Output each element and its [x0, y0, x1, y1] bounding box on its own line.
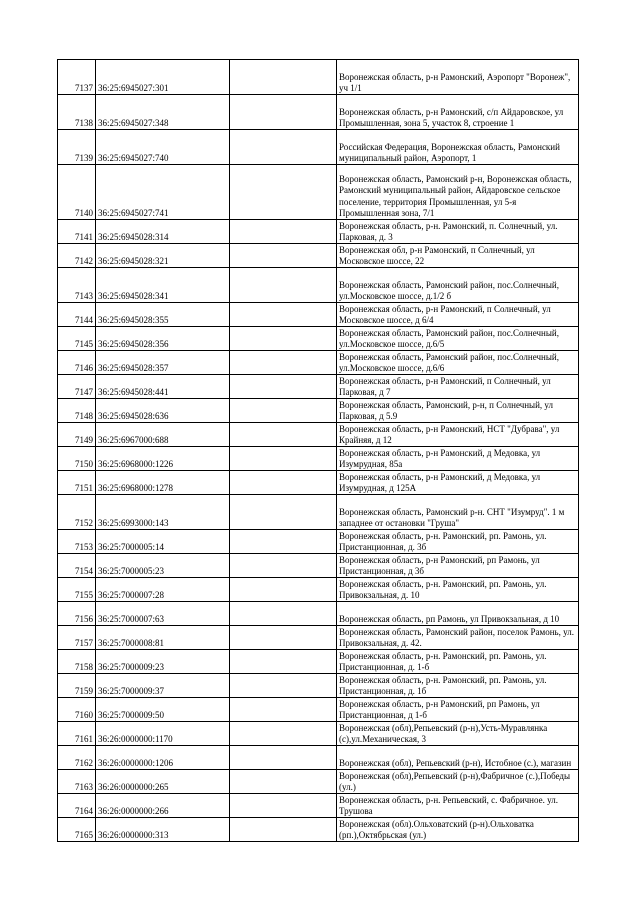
cadastral-number: 36:25:6945027:348: [96, 95, 230, 130]
empty-cell: [230, 794, 337, 818]
row-number: 7148: [58, 399, 96, 423]
cadastral-table: [57, 59, 579, 842]
cadastral-number: 36:25:6945028:321: [96, 244, 230, 268]
table-row: [58, 602, 579, 626]
table-row: [58, 554, 579, 578]
empty-cell: [230, 495, 337, 530]
empty-cell: [230, 95, 337, 130]
cadastral-number: 36:25:6968000:1226: [96, 447, 230, 471]
table-row: [58, 471, 579, 495]
table-row: [58, 220, 579, 244]
cadastral-number: 36:25:7000005:23: [96, 554, 230, 578]
empty-cell: [230, 303, 337, 327]
cadastral-number: 36:25:6945028:441: [96, 375, 230, 399]
cadastral-number: 36:25:6968000:1278: [96, 471, 230, 495]
address-cell: Российская Федерация, Воронежская область, Рамонский муниципальный район, Аэропорт, 1: [337, 130, 579, 165]
empty-cell: [230, 770, 337, 794]
row-number: 7163: [58, 770, 96, 794]
address-cell: Воронежская область, Рамонский район, поселок Рамонь, ул. Привокзальная, д. 42.: [337, 626, 579, 650]
empty-cell: [230, 698, 337, 722]
address-cell: Воронежская область, рп Рамонь, ул Привокзальная, д 10: [337, 602, 579, 626]
address-cell: Воронежская область, р-н Рамонский, Аэропорт "Воронеж", уч 1/1: [337, 60, 579, 95]
empty-cell: [230, 423, 337, 447]
empty-cell: [230, 327, 337, 351]
empty-cell: [230, 60, 337, 95]
table-row: [58, 327, 579, 351]
empty-cell: [230, 351, 337, 375]
cadastral-number: 36:25:6945028:314: [96, 220, 230, 244]
table-row: [58, 650, 579, 674]
empty-cell: [230, 530, 337, 554]
empty-cell: [230, 375, 337, 399]
cadastral-number: 36:25:6993000:143: [96, 495, 230, 530]
address-cell: Воронежская область, р-н Рамонский, НСТ "Дубрава", ул Крайняя, д 12: [337, 423, 579, 447]
address-cell: Воронежская область, Рамонский район, пос.Солнечный, ул.Московское шоссе, д.6/5: [337, 327, 579, 351]
cadastral-number: 36:26:0000000:265: [96, 770, 230, 794]
empty-cell: [230, 220, 337, 244]
table-row: [58, 770, 579, 794]
empty-cell: [230, 602, 337, 626]
cadastral-number: 36:25:7000009:23: [96, 650, 230, 674]
address-cell: Воронежская область, р-н. Рамонский, рп. Рамонь, ул. Пристанционная, д. 1б: [337, 674, 579, 698]
row-number: 7160: [58, 698, 96, 722]
address-cell: Воронежская область, р-н. Рамонский, рп. Рамонь, ул. Привокзальная, д. 10: [337, 578, 579, 602]
cadastral-number: 36:25:6945028:357: [96, 351, 230, 375]
row-number: 7143: [58, 268, 96, 303]
row-number: 7141: [58, 220, 96, 244]
address-cell: Воронежская (обл),Репьевский (р-н),Фабричное (с.),Победы (ул.): [337, 770, 579, 794]
row-number: 7150: [58, 447, 96, 471]
empty-cell: [230, 165, 337, 220]
empty-cell: [230, 399, 337, 423]
empty-cell: [230, 471, 337, 495]
address-cell: Воронежская область, Рамонский, р-н, п Солнечный, ул Парковая, д 5.9: [337, 399, 579, 423]
table-row: [58, 626, 579, 650]
row-number: 7149: [58, 423, 96, 447]
row-number: 7159: [58, 674, 96, 698]
address-cell: Воронежская область, Рамонский район, пос.Солнечный, ул.Московское шоссе, д.1/2 б: [337, 268, 579, 303]
empty-cell: [230, 818, 337, 842]
row-number: 7142: [58, 244, 96, 268]
row-number: 7139: [58, 130, 96, 165]
address-cell: Воронежская область, Рамонский р-н. СНТ "Изумруд". 1 м западнее от остановки "Груша": [337, 495, 579, 530]
empty-cell: [230, 722, 337, 746]
cadastral-number: 36:25:6945027:301: [96, 60, 230, 95]
row-number: 7154: [58, 554, 96, 578]
empty-cell: [230, 746, 337, 770]
empty-cell: [230, 244, 337, 268]
table-row: [58, 746, 579, 770]
empty-cell: [230, 447, 337, 471]
cadastral-number: 36:25:7000008:81: [96, 626, 230, 650]
empty-cell: [230, 578, 337, 602]
empty-cell: [230, 268, 337, 303]
cadastral-number: 36:25:6945028:356: [96, 327, 230, 351]
cadastral-number: 36:26:0000000:266: [96, 794, 230, 818]
row-number: 7164: [58, 794, 96, 818]
cadastral-number: 36:25:6945028:355: [96, 303, 230, 327]
row-number: 7151: [58, 471, 96, 495]
empty-cell: [230, 554, 337, 578]
row-number: 7155: [58, 578, 96, 602]
row-number: 7157: [58, 626, 96, 650]
address-cell: Воронежская обл, р-н Рамонский, п Солнечный, ул Московское шоссе, 22: [337, 244, 579, 268]
address-cell: Воронежская область, р-н Рамонский, д Медовка, ул Изумрудная, 85а: [337, 447, 579, 471]
address-cell: Воронежская область, р-н. Репьевский, с. Фабричное. ул. Трушова: [337, 794, 579, 818]
table-row: [58, 578, 579, 602]
address-cell: Воронежская область, р-н. Рамонский, рп. Рамонь, ул. Пристанционная, д. 1-б: [337, 650, 579, 674]
cadastral-number: 36:25:6945028:341: [96, 268, 230, 303]
table-row: [58, 95, 579, 130]
table-row: [58, 818, 579, 842]
table-row: [58, 244, 579, 268]
table-row: [58, 423, 579, 447]
table-row: [58, 165, 579, 220]
empty-cell: [230, 650, 337, 674]
cadastral-number: 36:26:0000000:313: [96, 818, 230, 842]
address-cell: Воронежская (обл), Репьевский (р-н), Истобное (с.), магазин: [337, 746, 579, 770]
address-cell: Воронежская область, р-н Рамонский, д Медовка, ул Изумрудная, д 125А: [337, 471, 579, 495]
row-number: 7137: [58, 60, 96, 95]
row-number: 7145: [58, 327, 96, 351]
cadastral-number: 36:25:6945028:636: [96, 399, 230, 423]
address-cell: Воронежская (обл).Ольховатский (р-н).Ольховатка (рп.),Октябрьская (ул.): [337, 818, 579, 842]
empty-cell: [230, 130, 337, 165]
row-number: 7153: [58, 530, 96, 554]
table-row: [58, 794, 579, 818]
table-body: [58, 60, 579, 842]
row-number: 7161: [58, 722, 96, 746]
table-row: [58, 130, 579, 165]
address-cell: Воронежская область, р-н Рамонский, с/п Айдаровское, ул Промышленная, зона 5, участок 8, строение 1: [337, 95, 579, 130]
row-number: 7152: [58, 495, 96, 530]
row-number: 7158: [58, 650, 96, 674]
address-cell: Воронежская область, Рамонский район, пос.Солнечный, ул.Московское шоссе, д.6/6: [337, 351, 579, 375]
row-number: 7165: [58, 818, 96, 842]
address-cell: Воронежская область, р-н. Рамонский, п. Солнечный, ул. Парковая, д. 3: [337, 220, 579, 244]
cadastral-number: 36:26:0000000:1206: [96, 746, 230, 770]
table-row: [58, 351, 579, 375]
cadastral-number: 36:25:6945027:741: [96, 165, 230, 220]
table-row: [58, 530, 579, 554]
table-row: [58, 447, 579, 471]
table-row: [58, 303, 579, 327]
address-cell: Воронежская область, р-н. Рамонский, рп. Рамонь, ул. Пристанционная, д. 3б: [337, 530, 579, 554]
address-cell: Воронежская (обл),Репьевский (р-н),Усть-Муравлянка (с),ул.Механическая, 3: [337, 722, 579, 746]
cadastral-number: 36:26:0000000:1170: [96, 722, 230, 746]
table-row: [58, 674, 579, 698]
cadastral-number: 36:25:7000009:50: [96, 698, 230, 722]
cadastral-number: 36:25:7000007:63: [96, 602, 230, 626]
cadastral-number: 36:25:6967000:688: [96, 423, 230, 447]
row-number: 7144: [58, 303, 96, 327]
table-row: [58, 495, 579, 530]
cadastral-number: 36:25:7000009:37: [96, 674, 230, 698]
table-row: [58, 399, 579, 423]
row-number: 7147: [58, 375, 96, 399]
cadastral-number: 36:25:7000005:14: [96, 530, 230, 554]
row-number: 7140: [58, 165, 96, 220]
table-row: [58, 722, 579, 746]
empty-cell: [230, 674, 337, 698]
table-row: [58, 375, 579, 399]
address-cell: Воронежская область, р-н Рамонский, п Солнечный, ул Московское шоссе, д 6/4: [337, 303, 579, 327]
cadastral-number: 36:25:7000007:28: [96, 578, 230, 602]
table-row: [58, 698, 579, 722]
row-number: 7162: [58, 746, 96, 770]
address-cell: Воронежская область, р-н Рамонский, рп Рамонь, ул Пристанционная, д 1-б: [337, 698, 579, 722]
row-number: 7146: [58, 351, 96, 375]
address-cell: Воронежская область, Рамонский р-н, Воронежская область, Рамонский муниципальный район, Айдаровское сельское поселение, территория Промышленная, ул 5-я Промышленная зона, 7/1: [337, 165, 579, 220]
row-number: 7138: [58, 95, 96, 130]
cadastral-number: 36:25:6945027:740: [96, 130, 230, 165]
empty-cell: [230, 626, 337, 650]
address-cell: Воронежская область, р-н Рамонский, п Солнечный, ул Парковая, д 7: [337, 375, 579, 399]
table-row: [58, 60, 579, 95]
table-row: [58, 268, 579, 303]
address-cell: Воронежская область, р-н Рамонский, рп Рамонь, ул Пристанционная, д 3б: [337, 554, 579, 578]
row-number: 7156: [58, 602, 96, 626]
